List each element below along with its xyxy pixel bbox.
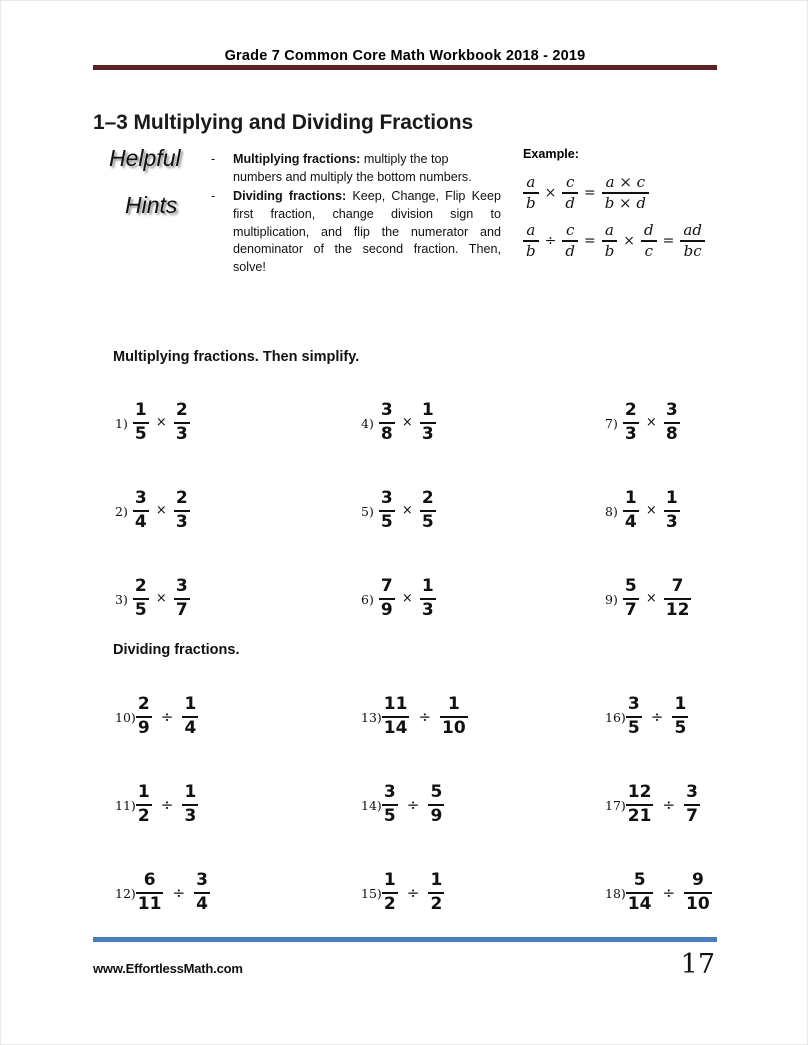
fraction-numerator: 7 <box>671 575 684 596</box>
fraction-numerator: 6 <box>143 869 156 890</box>
fraction-numerator: 3 <box>383 781 396 802</box>
problem-fraction <box>136 781 152 827</box>
fraction-denominator: 21 <box>627 806 652 827</box>
hint-dash-icon: - <box>211 152 216 166</box>
problem-number: 16) <box>605 709 626 725</box>
problem-expression <box>136 869 210 915</box>
fraction-numerator: a <box>605 220 614 239</box>
hint-dash-icon: - <box>211 188 216 203</box>
fraction-numerator: a × c <box>605 173 646 191</box>
fraction-numerator: 1 <box>430 869 443 890</box>
problem-operator: ÷ <box>418 707 432 726</box>
fraction-denominator: 7 <box>175 600 188 621</box>
problem-item[interactable] <box>577 555 808 643</box>
problem-operator: ÷ <box>406 883 420 902</box>
fraction-numerator: 2 <box>134 575 147 596</box>
problem-fraction <box>136 869 164 915</box>
page-header-title: Grade 7 Common Core Math Workbook 2018 - 2019 <box>224 48 586 64</box>
fraction-numerator: 5 <box>633 869 646 890</box>
hint-item <box>211 151 501 187</box>
fraction-numerator: 1 <box>421 575 434 596</box>
problem-item[interactable] <box>331 849 577 937</box>
hint-description: multiply the top numbers and multiply the bottom numbers. <box>233 152 472 184</box>
formula-fraction <box>680 220 705 260</box>
hint-term: Multiplying fractions: <box>233 152 361 166</box>
formula-operator: = <box>583 184 596 201</box>
problem-item[interactable] <box>93 467 331 555</box>
problem-fraction <box>379 575 395 621</box>
problem-expression <box>133 399 190 445</box>
problem-expression <box>379 575 436 621</box>
fraction-numerator: 5 <box>624 575 637 596</box>
fraction-denominator: 5 <box>383 806 396 827</box>
fraction-numerator: 3 <box>665 399 678 420</box>
problem-fraction <box>133 399 149 445</box>
problem-item[interactable] <box>93 673 331 761</box>
problem-fraction <box>174 399 190 445</box>
problem-expression <box>382 693 468 739</box>
fraction-denominator: 14 <box>627 894 652 915</box>
hint-description: Keep, Change, Flip Keep first fraction, change division sign to multiplication, and flip the numerator and denominator of the second fraction. Then, solve! <box>233 188 501 275</box>
problem-item[interactable] <box>331 379 577 467</box>
problem-fraction <box>626 869 654 915</box>
problem-number: 4) <box>361 415 374 431</box>
fraction-numerator: 1 <box>447 693 460 714</box>
problem-item[interactable] <box>331 555 577 643</box>
fraction-denominator: b × d <box>604 193 646 212</box>
problem-fraction <box>382 693 410 739</box>
problem-fraction <box>684 781 700 827</box>
problem-grid-multiplying <box>93 379 717 643</box>
fraction-denominator: 2 <box>383 894 396 915</box>
fraction-denominator: 7 <box>624 600 637 621</box>
problem-operator: × <box>401 503 413 519</box>
problem-fraction <box>174 575 190 621</box>
problem-item[interactable] <box>331 761 577 849</box>
fraction-numerator: 12 <box>627 781 652 802</box>
problem-fraction <box>194 869 210 915</box>
problem-item[interactable] <box>93 379 331 467</box>
problem-row <box>93 555 717 643</box>
fraction-numerator: 9 <box>691 869 704 890</box>
problem-item[interactable] <box>577 849 808 937</box>
fraction-numerator: ad <box>683 220 702 239</box>
fraction-denominator: 4 <box>134 512 147 533</box>
problem-item[interactable] <box>577 379 808 467</box>
problem-row <box>93 467 717 555</box>
fraction-denominator: 2 <box>430 894 443 915</box>
fraction-denominator: b <box>526 241 536 260</box>
problem-number: 1) <box>115 415 128 431</box>
fraction-numerator: c <box>565 173 575 191</box>
problem-expression <box>133 575 190 621</box>
problem-expression <box>133 487 190 533</box>
fraction-denominator: 3 <box>624 424 637 445</box>
problem-expression <box>382 869 445 915</box>
fraction-denominator: 5 <box>134 424 147 445</box>
fraction-numerator: 5 <box>430 781 443 802</box>
problem-number: 2) <box>115 503 128 519</box>
hint-term: Dividing fractions: <box>233 188 347 203</box>
fraction-numerator: 1 <box>624 487 637 508</box>
problem-fraction <box>182 781 198 827</box>
fraction-denominator: 9 <box>430 806 443 827</box>
problem-fraction <box>382 869 398 915</box>
problem-expression <box>136 693 199 739</box>
problem-operator: ÷ <box>172 883 186 902</box>
problem-fraction <box>664 399 680 445</box>
lesson-title: 1–3 Multiplying and Dividing Fractions <box>93 111 474 135</box>
fraction-numerator: 2 <box>624 399 637 420</box>
problem-expression <box>379 487 436 533</box>
fraction-denominator: 9 <box>137 718 150 739</box>
formula-fraction <box>562 175 578 211</box>
problem-number: 18) <box>605 885 626 901</box>
problem-fraction <box>428 781 444 827</box>
fraction-numerator: 3 <box>627 693 640 714</box>
problem-number: 8) <box>605 503 618 519</box>
fraction-denominator: c <box>644 241 654 260</box>
problem-number: 13) <box>361 709 382 725</box>
fraction-numerator: 1 <box>665 487 678 508</box>
fraction-numerator: 1 <box>421 399 434 420</box>
problem-fraction <box>133 487 149 533</box>
hints-label-line2: Hints <box>125 192 178 218</box>
problem-fraction <box>379 399 395 445</box>
fraction-denominator: 11 <box>137 894 162 915</box>
example-label: Example: <box>523 147 579 161</box>
problem-fraction <box>664 575 692 621</box>
fraction-denominator: 5 <box>674 718 687 739</box>
fraction-numerator: 7 <box>380 575 393 596</box>
fraction-numerator: 11 <box>383 693 408 714</box>
problem-expression <box>626 869 712 915</box>
problem-number: 15) <box>361 885 382 901</box>
fraction-denominator: 8 <box>665 424 678 445</box>
problem-fraction <box>440 693 468 739</box>
fraction-numerator: 3 <box>175 575 188 596</box>
problem-operator: ÷ <box>406 795 420 814</box>
problem-item[interactable] <box>93 849 331 937</box>
problem-fraction <box>623 399 639 445</box>
problem-operator: × <box>401 415 413 431</box>
problem-item[interactable] <box>577 673 808 761</box>
problem-expression <box>623 575 692 621</box>
fraction-denominator: 14 <box>383 718 408 739</box>
fraction-denominator: d <box>565 241 575 260</box>
footer-website-link[interactable]: www.EffortlessMath.com <box>93 961 243 976</box>
fraction-numerator: 3 <box>196 869 208 890</box>
formula-operator: × <box>544 184 557 201</box>
problem-item[interactable] <box>331 673 577 761</box>
fraction-denominator: 4 <box>196 894 208 915</box>
example-formula <box>523 220 718 260</box>
problem-operator: ÷ <box>160 795 174 814</box>
problem-operator: × <box>645 591 657 607</box>
problem-expression <box>379 399 436 445</box>
formula-fraction <box>523 220 539 260</box>
problem-fraction <box>626 693 642 739</box>
problem-item[interactable] <box>93 761 331 849</box>
problem-fraction <box>420 575 436 621</box>
fraction-denominator: 3 <box>421 600 434 621</box>
fraction-denominator: 4 <box>624 512 637 533</box>
fraction-numerator: 1 <box>137 781 150 802</box>
fraction-denominator: 5 <box>421 512 434 533</box>
problem-operator: ÷ <box>662 883 676 902</box>
problem-fraction <box>428 869 444 915</box>
fraction-numerator: 2 <box>175 399 188 420</box>
example-formula <box>523 175 718 211</box>
problem-number: 14) <box>361 797 382 813</box>
problem-row <box>93 849 717 937</box>
hints-list <box>211 151 501 277</box>
fraction-denominator: b <box>526 193 536 212</box>
problem-expression <box>623 399 680 445</box>
fraction-numerator: 1 <box>383 869 396 890</box>
fraction-denominator: 7 <box>686 806 698 827</box>
fraction-denominator: bc <box>683 241 702 260</box>
fraction-denominator: d <box>565 193 575 212</box>
problem-number: 10) <box>115 709 136 725</box>
fraction-numerator: 1 <box>184 781 197 802</box>
problem-operator: × <box>155 415 167 431</box>
fraction-numerator: 3 <box>134 487 147 508</box>
problem-operator: × <box>645 415 657 431</box>
fraction-denominator: 10 <box>686 894 710 915</box>
problem-number: 17) <box>605 797 626 813</box>
problem-number: 9) <box>605 591 618 607</box>
fraction-denominator: 3 <box>665 512 678 533</box>
hints-label-line1: Helpful <box>109 145 181 171</box>
fraction-numerator: c <box>565 220 575 239</box>
problem-operator: ÷ <box>160 707 174 726</box>
fraction-numerator: 1 <box>184 693 197 714</box>
problem-row <box>93 761 717 849</box>
problem-operator: × <box>401 591 413 607</box>
fraction-denominator: 2 <box>137 806 150 827</box>
fraction-denominator: 3 <box>184 806 197 827</box>
problem-number: 6) <box>361 591 374 607</box>
section-heading-dividing: Dividing fractions. <box>113 642 240 658</box>
fraction-denominator: 5 <box>380 512 393 533</box>
problem-fraction <box>379 487 395 533</box>
problem-fraction <box>623 575 639 621</box>
problem-item[interactable] <box>577 467 808 555</box>
fraction-denominator: 10 <box>442 718 466 739</box>
hint-text <box>233 188 501 277</box>
problem-fraction <box>672 693 688 739</box>
header-divider-rule <box>93 65 717 70</box>
problem-item[interactable] <box>577 761 808 849</box>
problem-fraction <box>684 869 712 915</box>
fraction-denominator: b <box>604 241 615 260</box>
problem-expression <box>623 487 680 533</box>
page-number: 17 <box>680 949 715 980</box>
example-formulas <box>523 175 718 259</box>
problem-fraction <box>136 693 152 739</box>
problem-expression <box>382 781 445 827</box>
hint-item <box>211 188 501 277</box>
problem-item[interactable] <box>93 555 331 643</box>
problem-fraction <box>382 781 398 827</box>
problem-number: 12) <box>115 885 136 901</box>
formula-operator: × <box>623 232 636 249</box>
formula-operator: = <box>583 232 596 249</box>
problem-expression <box>626 693 689 739</box>
problem-fraction <box>133 575 149 621</box>
fraction-denominator: 8 <box>380 424 393 445</box>
fraction-denominator: 5 <box>627 718 640 739</box>
problem-expression <box>136 781 199 827</box>
problem-fraction <box>664 487 680 533</box>
problem-fraction <box>420 487 436 533</box>
problem-fraction <box>182 693 198 739</box>
problem-grid-dividing <box>93 673 717 937</box>
problem-number: 7) <box>605 415 618 431</box>
problem-operator: ÷ <box>662 795 676 814</box>
example-block <box>523 147 718 271</box>
formula-operator: ÷ <box>544 232 557 249</box>
formula-fraction <box>562 220 578 260</box>
helpful-hints-label <box>103 147 223 217</box>
problem-operator: × <box>155 591 167 607</box>
section-heading-multiplying: Multiplying fractions. Then simplify. <box>113 349 360 365</box>
fraction-numerator: 3 <box>380 487 393 508</box>
formula-fraction <box>641 220 657 260</box>
footer-divider-rule <box>93 937 717 942</box>
formula-operator: = <box>662 232 675 249</box>
fraction-denominator: 9 <box>380 600 393 621</box>
fraction-numerator: d <box>644 220 654 239</box>
formula-fraction <box>523 175 539 211</box>
formula-fraction <box>602 220 618 260</box>
problem-row <box>93 673 717 761</box>
fraction-numerator: 2 <box>421 487 434 508</box>
fraction-denominator: 3 <box>421 424 434 445</box>
problem-fraction <box>623 487 639 533</box>
problem-number: 5) <box>361 503 374 519</box>
fraction-numerator: a <box>526 220 536 239</box>
fraction-denominator: 12 <box>665 600 690 621</box>
fraction-denominator: 5 <box>134 600 147 621</box>
formula-fraction <box>602 175 649 211</box>
fraction-numerator: 2 <box>175 487 188 508</box>
problem-operator: ÷ <box>650 707 664 726</box>
problem-row <box>93 379 717 467</box>
fraction-numerator: 3 <box>686 781 698 802</box>
problem-fraction <box>420 399 436 445</box>
fraction-denominator: 3 <box>175 424 188 445</box>
fraction-numerator: 3 <box>380 399 393 420</box>
problem-expression <box>626 781 700 827</box>
fraction-numerator: 2 <box>137 693 150 714</box>
problem-operator: × <box>155 503 167 519</box>
problem-operator: × <box>645 503 657 519</box>
hint-text <box>233 151 501 187</box>
fraction-denominator: 4 <box>184 718 197 739</box>
problem-item[interactable] <box>331 467 577 555</box>
problem-fraction <box>626 781 654 827</box>
problem-fraction <box>174 487 190 533</box>
problem-number: 3) <box>115 591 128 607</box>
problem-number: 11) <box>115 797 136 813</box>
fraction-denominator: 3 <box>175 512 188 533</box>
fraction-numerator: 1 <box>134 399 147 420</box>
fraction-numerator: a <box>526 173 536 191</box>
fraction-numerator: 1 <box>674 693 687 714</box>
